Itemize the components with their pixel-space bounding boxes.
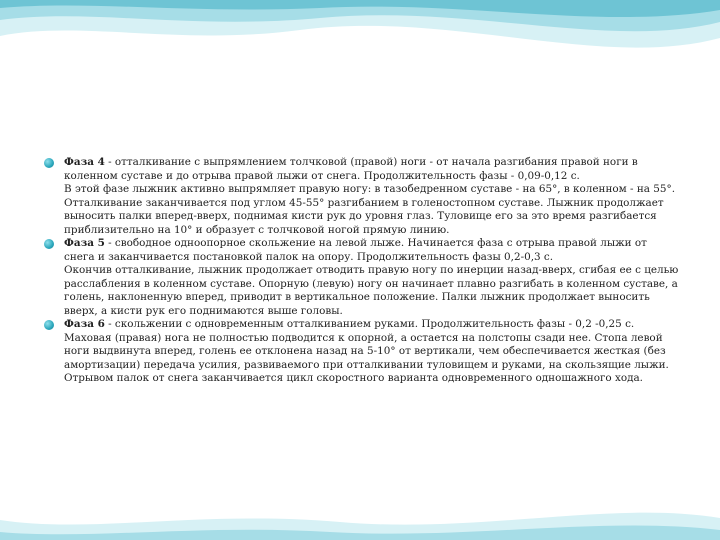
list-item — [44, 318, 680, 386]
phase-label: Фаза 5 — [64, 237, 105, 249]
list-item — [44, 156, 680, 237]
bullet-icon — [44, 158, 54, 168]
bullet-icon — [44, 239, 54, 249]
phase-label: Фаза 6 — [64, 318, 105, 330]
bullet-list — [44, 156, 680, 386]
phase-details: Окончив отталкивание, лыжник продолжает отводить правую ногу по инерции назад-вверх, сгибая ее с целью расслабления в коленном суставе. Опорную (левую) ногу он начинает плавно разгибать в коленном суставе, а голень, наклоненную вперед, приводит в вертикальное положение. Палки лыжник продолжает выносить вверх, а кисти рук его поднимаются выше головы. — [64, 264, 679, 317]
item-lead-text — [64, 318, 680, 332]
phase-description: - отталкивание с выпрямлением толчковой (правой) ноги - от начала разгибания правой ноги в коленном суставе и до отрыва правой лыжи от снега. Продолжительность фазы - 0,09-0,12 с. — [64, 156, 638, 182]
list-item — [44, 237, 680, 318]
phase-details: В этой фазе лыжник активно выпрямляет правую ногу: в тазобедренном суставе - на 65°, в коленном - на 55°. Отталкивание заканчивается под углом 45-55° разгибанием в голеностопном суставе. Лыжник продолжает выносить палки вперед-вверх, поднимая кисти рук до уровня глаз. Туловище его за это время разгибается приблизительно на 10° и образует с толчковой ногой прямую линию. — [64, 183, 675, 236]
phase-description: - свободное одноопорное скольжение на левой лыже. Начинается фаза с отрыва правой лыжи от снега и заканчивается постановкой палок на опору. Продолжительность фазы 0,2-0,3 с. — [64, 237, 647, 263]
item-lead-text — [64, 156, 680, 183]
phase-description: - скольжении с одновременным отталкиванием руками. Продолжительность фазы - 0,2 -0,25 с. — [104, 318, 635, 330]
bullet-icon — [44, 320, 54, 330]
phase-details: Маховая (правая) нога не полностью подводится к опорной, а остается на полстопы сзади нее. Стопа левой ноги выдвинута вперед, голень ее отклонена назад на 5-10° от вертикали, чем обеспечивается жесткая (без амортизации) передача усилия, развиваемого при отталкивании туловищем и руками, на скользящие лыжи. Отрывом палок от снега заканчивается цикл скоростного варианта одновременного одношажного хода. — [64, 331, 669, 384]
phase-label: Фаза 4 — [64, 156, 105, 168]
top-wave-decoration — [0, 0, 720, 70]
bottom-wave-decoration — [0, 500, 720, 540]
item-lead-text — [64, 237, 680, 264]
